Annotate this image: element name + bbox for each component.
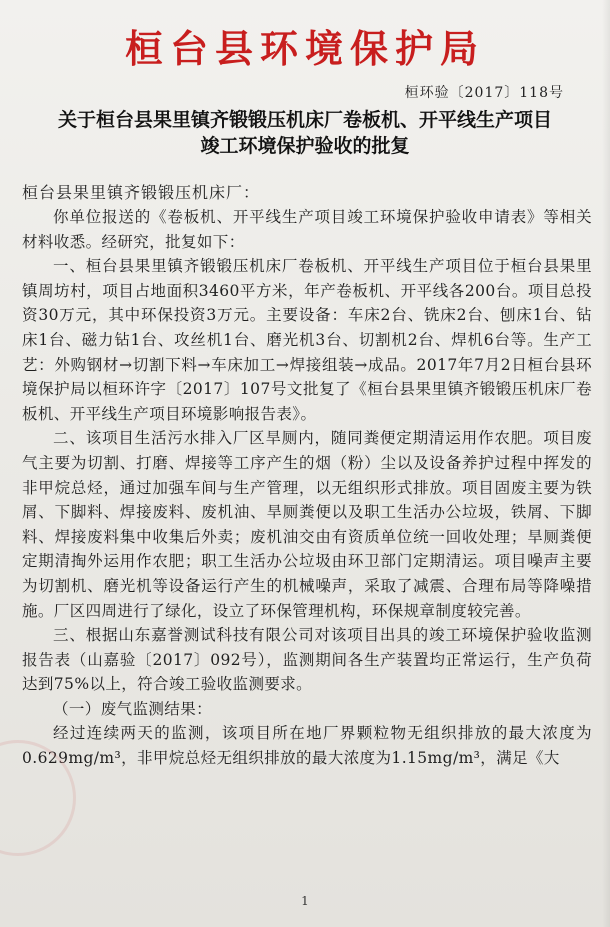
page-edge-shadow bbox=[602, 0, 610, 927]
document-number: 桓环验〔2017〕118号 bbox=[404, 85, 564, 101]
sub-heading-exhaust-gas: （一）废气监测结果： bbox=[53, 699, 213, 718]
issuing-authority-header: 桓台县环境保护局 bbox=[124, 27, 485, 71]
document-title-line-1: 关于桓台县果里镇齐锻锻压机床厂卷板机、开平线生产项目 bbox=[57, 109, 552, 131]
addressee: 桓台县果里镇齐锻锻压机床厂： bbox=[22, 183, 261, 202]
paragraph-section-1: 一、桓台县果里镇齐锻锻压机床厂卷板机、开平线生产项目位于桓台县果里镇周坊村，项目占地面积3460平方米，年产卷板机、开平线各200台。项目总投资30万元，其中环保投资3万元。主要设备：车床2台、铣床2台、刨床1台、钻床1台、磁力钻1台、攻丝机1台、磨光机3台、切割机2台、焊机6台等。生产工艺：外购钢材→切割下料→车床加工→焊接组装→成品。2017年7月2日桓台县环境保护局以桓环许字〔2017〕107号文批复了《桓台县果里镇齐锻锻压机床厂卷板机、开平线生产项目环境影响报告表》。 bbox=[22, 257, 592, 423]
paragraph-exhaust-results: 经过连续两天的监测，该项目所在地厂界颗粒物无组织排放的最大浓度为0.629mg/m³，非甲烷总烃无组织排放的最大浓度为1.15mg/m³，满足《大 bbox=[22, 724, 592, 768]
paragraph-section-3: 三、根据山东嘉誉测试科技有限公司对该项目出具的竣工环境保护验收监测报告表（山嘉验〔2017〕092号），监测期间各生产装置均正常运行，生产负荷达到75%以上，符合竣工验收监测要求。 bbox=[22, 626, 592, 694]
document-body bbox=[22, 205, 592, 771]
paragraph-section-2: 二、该项目生活污水排入厂区旱厕内，随同粪便定期清运用作农肥。项目废气主要为切割、打磨、焊接等工序产生的烟（粉）尘以及设备养护过程中挥发的非甲烷总烃，通过加强车间与生产管理，以无组织形式排放。项目固废主要为铁屑、下脚料、焊接废料、废机油、旱厕粪便以及职工生活办公垃圾，铁屑、下脚料、焊接废料集中收集后外卖；废机油交由有资质单位统一回收处理；旱厕粪便定期清掏外运用作农肥；职工生活办公垃圾由环卫部门定期清运。项目噪声主要为切割机、磨光机等设备运行产生的机械噪声，采取了减震、合理布局等降噪措施。厂区四周进行了绿化，设立了环保管理机构，环保规章制度较完善。 bbox=[22, 429, 592, 620]
page-number: 1 bbox=[301, 894, 309, 908]
document-title-line-2: 竣工环境保护验收的批复 bbox=[200, 135, 410, 157]
paragraph-intro: 你单位报送的《卷板机、开平线生产项目竣工环境保护验收申请表》等相关材料收悉。经研究，批复如下： bbox=[22, 208, 592, 251]
